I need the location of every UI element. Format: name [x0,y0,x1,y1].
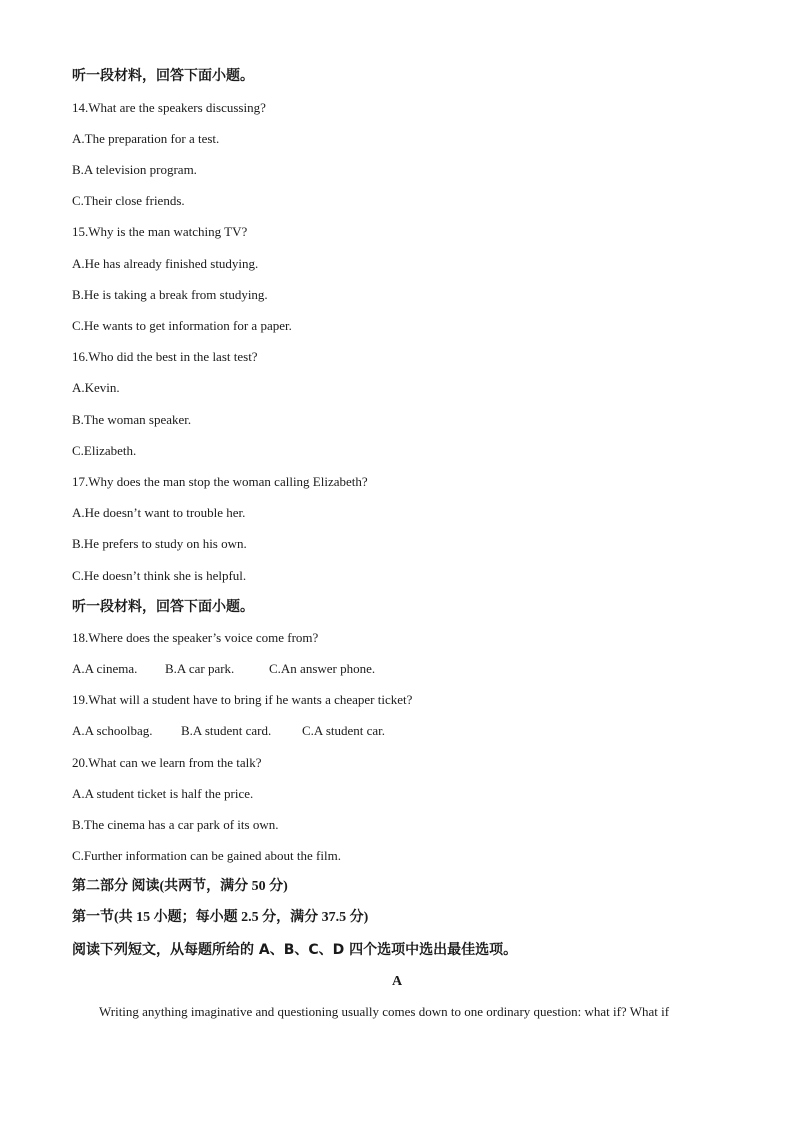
question-14: 14.What are the speakers discussing? [72,100,266,115]
option-15-c: C.He wants to get information for a paper. [72,318,292,333]
option-15-a: A.He has already finished studying. [72,256,259,271]
option-17-a: A.He doesn’t want to trouble her. [72,505,246,520]
option-18-b: B.A car park. [165,661,235,676]
question-17: 17.Why does the man stop the woman calling Elizabeth? [72,474,368,489]
question-19: 19.What will a student have to bring if he wants a cheaper ticket? [72,692,413,707]
option-14-c: C.Their close friends. [72,193,185,208]
option-18-a: A.A cinema. [72,661,138,676]
section-title: 第一节(共 15 小题；每小题 2.5 分，满分 37.5 分) [72,910,369,925]
option-19-c: C.A student car. [302,723,386,738]
option-16-b: B.The woman speaker. [72,412,192,427]
option-17-c: C.He doesn’t think she is helpful. [72,568,247,583]
passage-label: A [391,974,403,989]
option-19-b: B.A student card. [181,723,272,738]
option-16-c: C.Elizabeth. [72,443,137,458]
part-title: 第二部分 阅读(共两节，满分 50 分) [72,879,288,894]
reading-instruction: 阅读下列短文，从每题所给的 A、B、C、D 四个选项中选出最佳选项。 [72,942,518,958]
options-18 [72,661,375,677]
options-19 [72,723,385,739]
option-15-b: B.He is taking a break from studying. [72,287,268,302]
option-20-b: B.The cinema has a car park of its own. [72,817,279,832]
question-18: 18.Where does the speaker’s voice come from? [72,630,319,645]
question-15: 15.Why is the man watching TV? [72,224,248,239]
section-heading: 听一段材料，回答下面小题。 [72,599,254,615]
passage-text: Writing anything imaginative and questioning usually comes down to one ordinary question: what if? What if [99,1004,670,1019]
option-19-a: A.A schoolbag. [72,723,153,738]
option-18-c: C.An answer phone. [269,661,376,676]
option-17-b: B.He prefers to study on his own. [72,536,247,551]
question-16: 16.Who did the best in the last test? [72,349,258,364]
option-14-a: A.The preparation for a test. [72,131,220,146]
section-heading: 听一段材料，回答下面小题。 [72,68,254,84]
question-20: 20.What can we learn from the talk? [72,755,262,770]
option-20-a: A.A student ticket is half the price. [72,786,254,801]
option-20-c: C.Further information can be gained about the film. [72,848,341,863]
option-14-b: B.A television program. [72,162,197,177]
option-16-a: A.Kevin. [72,380,120,395]
